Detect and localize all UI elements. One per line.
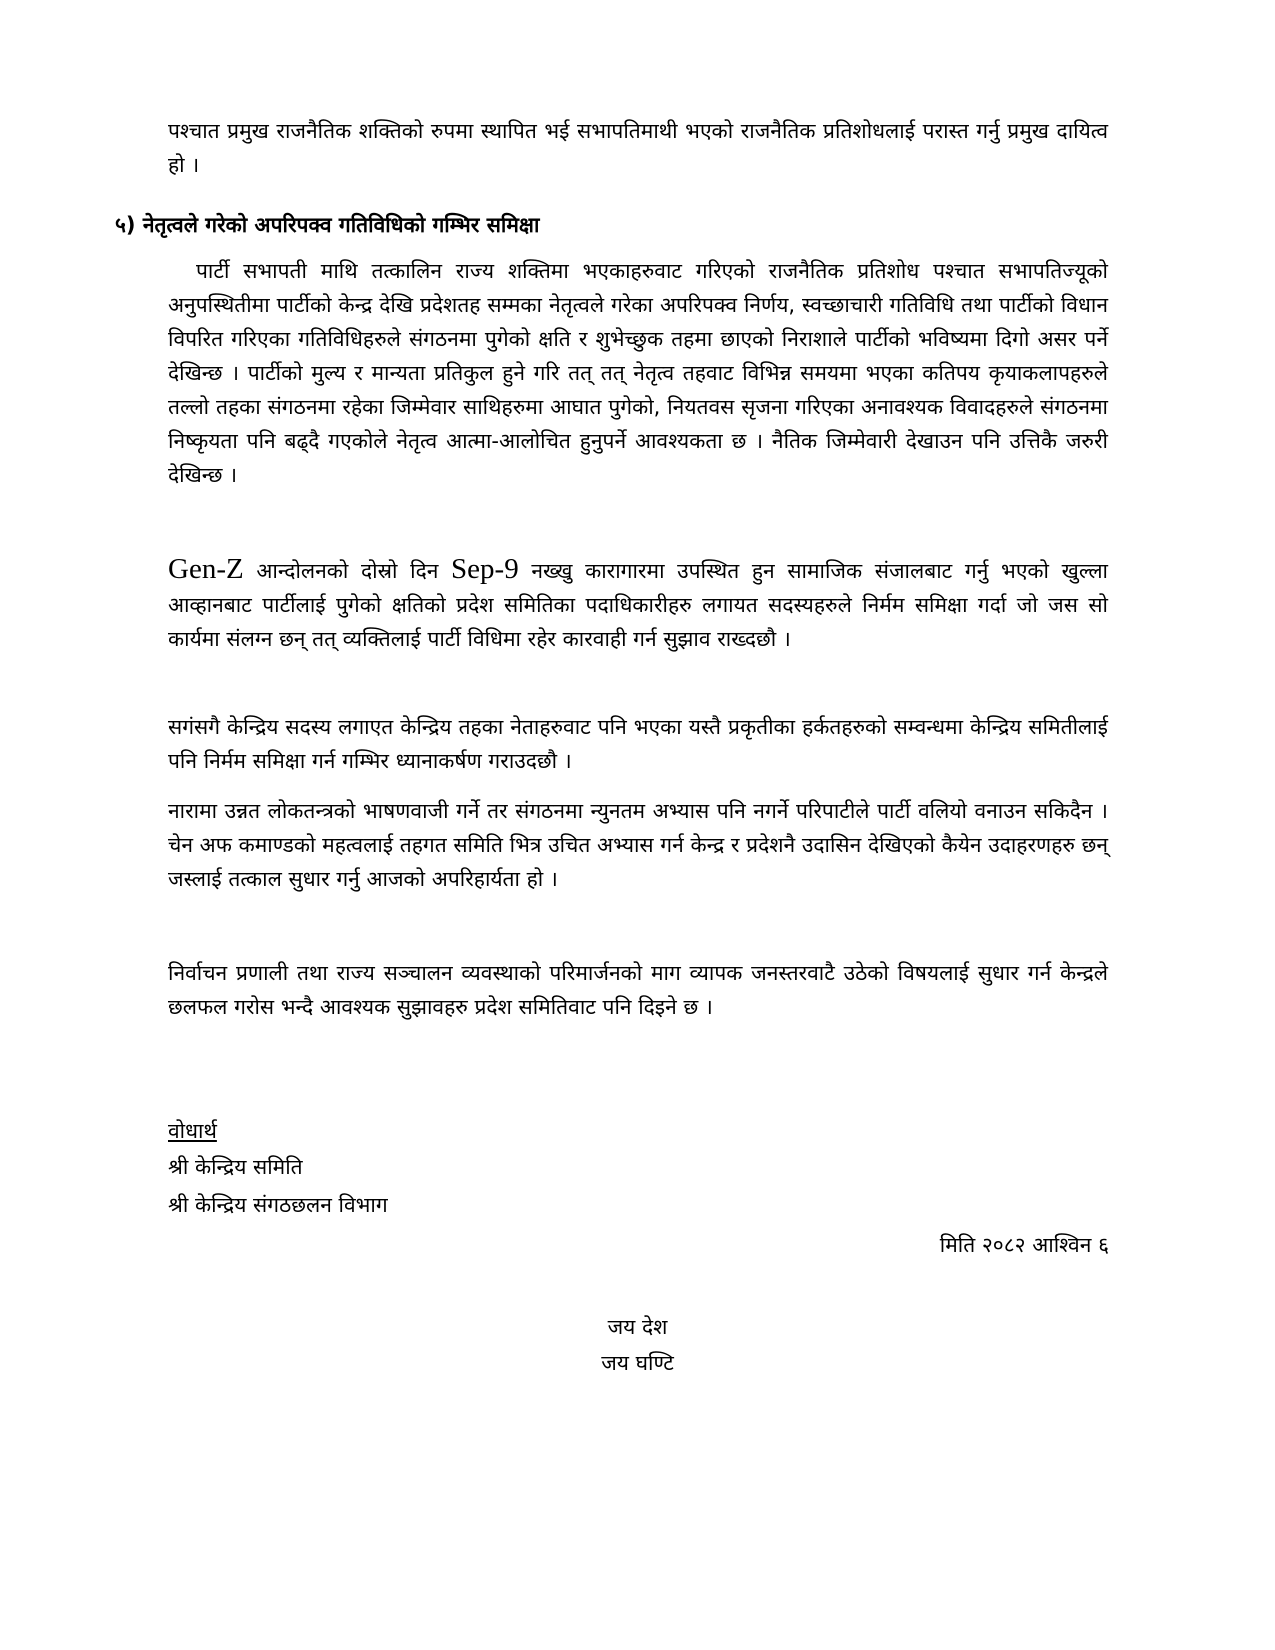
cc-recipient-2: श्री केन्द्रिय संगठछलन विभाग (168, 1193, 388, 1217)
review-paragraph: पार्टी सभापती माथि तत्कालिन राज्य शक्तिमा भएकाहरुवाट गरिएको राजनैतिक प्रतिशोध पश्चात सभापतिज्यूको अनुपस्थितीमा पार्टीको केन्द्र देखि प्रदेशतह सम्मका नेतृत्वले गरेका अपरिपक्व निर्णय, स्वच्छाचारी गतिविधि तथा पार्टीको विधान विपरित गरिएका गतिविधिहरुले संगठनमा पुगेको क्षति र शुभेच्छुक तहमा छाएको निराशाले पार्टीको भविष्यमा दिगो असर पर्ने देखिन्छ । पार्टीको मुल्य र मान्यता प्रतिकुल हुने गरि तत् तत् नेतृत्व तहवाट विभिन्न समयमा भएका कतिपय कृयाकलापहरुले तल्लो तहका संगठनमा रहेका जिम्मेवार साथिहरुमा आघात पुगेको, नियतवस सृजना गरिएका अनावश्यक विवादहरुले संगठनमा निष्कृयता पनि बढ्दै गएकोले नेतृत्व आत्मा-आलोचित हुनुपर्ने आवश्यकता छ । नैतिक जिम्मेवारी देखाउन पनि उत्तिकै जरुरी देखिन्छ । (168, 259, 1108, 487)
genz-paragraph (168, 552, 1108, 656)
closing-line-1: जय देश (607, 1315, 668, 1339)
closing-line-2: जय घण्टि (601, 1351, 674, 1375)
genz-term: Gen-Z (168, 553, 244, 585)
sep-term: Sep-9 (451, 553, 519, 585)
central-committee-paragraph: सगंसगै केन्द्रिय सदस्य लगाएत केन्द्रिय तहका नेताहरुवाट पनि भएका यस्तै प्रकृतीका हर्कतहरुको सम्वन्धमा केन्द्रिय समितीलाई पनि निर्मम समिक्षा गर्न गम्भिर ध्यानाकर्षण गराउदछौ । (168, 715, 1108, 773)
intro-paragraph: पश्चात प्रमुख राजनैतिक शक्तिको रुपमा स्थापित भई सभापतिमाथी भएको राजनैतिक प्रतिशोधलाई परास्त गर्नु प्रमुख दायित्व हो । (168, 119, 1108, 177)
genz-rest-text: नख्खु कारागारमा उपस्थित हुन सामाजिक संजालबाट गर्नु भएको खुल्ला आव्हानबाट पार्टीलाई पुगेको क्षतिको प्रदेश समितिका पदाधिकारीहरु लगायत सदस्यहरुले निर्मम समिक्षा गर्दा जो जस सो कार्यमा संलग्न छन् तत् व्यक्तिलाई पार्टी विधिमा रहेर कारवाही गर्न सुझाव राख्दछौ । (168, 559, 1108, 651)
election-paragraph: निर्वाचन प्रणाली तथा राज्य सञ्चालन व्यवस्थाको परिमार्जनको माग व्यापक जनस्तरवाटै उठेको विषयलाई सुधार गर्न केन्द्रले छलफल गरोस भन्दै आवश्यक सुझावहरु प्रदेश समितिवाट पनि दिइने छ । (168, 961, 1108, 1019)
cc-label: वोधार्थ (168, 1119, 217, 1143)
document-date: मिति २०८२ आश्विन ६ (939, 1233, 1109, 1257)
genz-mid-text: आन्दोलनको दोस्रो दिन (243, 559, 452, 583)
section-heading: ५) नेतृत्वले गरेको अपरिपक्व गतिविधिको गम्भिर समिक्षा (115, 213, 540, 237)
cc-recipient-1: श्री केन्द्रिय समिति (168, 1155, 303, 1179)
slogan-paragraph: नारामा उन्नत लोकतन्त्रको भाषणवाजी गर्ने तर संगठनमा न्युनतम अभ्यास पनि नगर्ने परिपाटीले पार्टी वलियो वनाउन सकिदैन । चेन अफ कमाण्डको महत्वलाई तहगत समिति भित्र उचित अभ्यास गर्न केन्द्र र प्रदेशनै उदासिन देखिएको कैयेन उदाहरणहरु छन् जस्लाई तत्काल सुधार गर्नु आजको अपरिहार्यता हो । (168, 799, 1108, 891)
